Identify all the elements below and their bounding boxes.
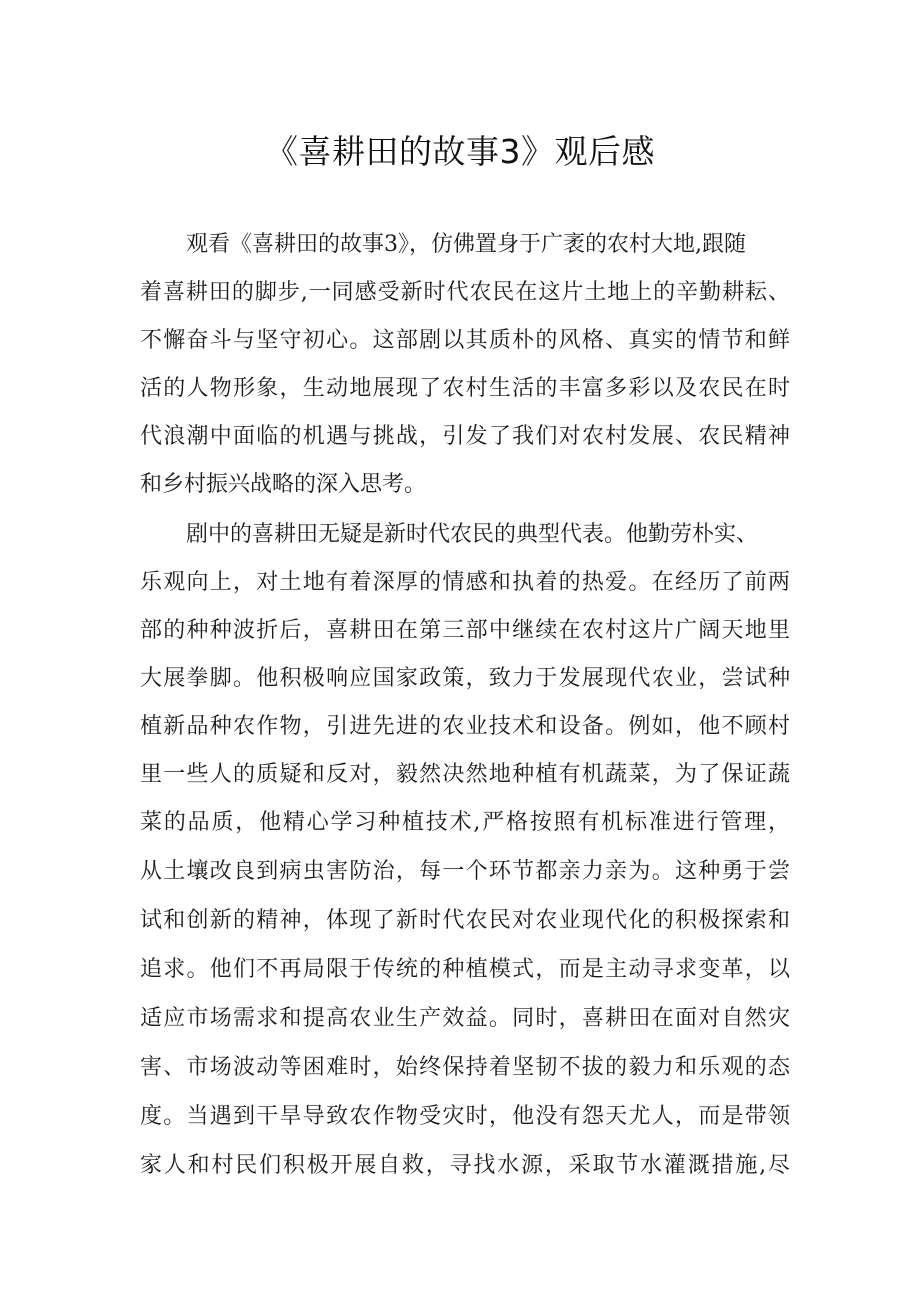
paragraph-line: 和乡村振兴战略的深入思考。 <box>140 472 427 497</box>
paragraph-line: 着喜耕田的脚步,一同感受新时代农民在这片土地上的辛勤耕耘、 <box>140 280 790 305</box>
paragraph-line: 适应市场需求和提高农业生产效益。同时，喜耕田在面对自然灾 <box>140 1006 790 1031</box>
paragraph-line: 菜的品质，他精心学习种植技术,严格按照有机标准进行管理， <box>140 810 790 835</box>
paragraph-line: 试和创新的精神，体现了新时代农民对农业现代化的积极探索和 <box>140 908 790 933</box>
paragraph-line: 度。当遇到干旱导致农作物受灾时，他没有怨天尤人，而是带领 <box>140 1104 790 1129</box>
paragraph-line: 从土壤改良到病虫害防治，每一个环节都亲力亲为。这种勇于尝 <box>140 859 790 884</box>
paragraph-line: 大展拳脚。他积极响应国家政策，致力于发展现代农业，尝试种 <box>140 666 790 691</box>
paragraph-line: 部的种种波折后，喜耕田在第三部中继续在农村这片广阔天地里 <box>140 618 790 643</box>
paragraph-line: 追求。他们不再局限于传统的种植模式，而是主动寻求变革，以 <box>140 957 790 982</box>
paragraph-line: 植新品种农作物，引进先进的农业技术和设备。例如，他不顾村 <box>140 714 790 739</box>
paragraph-line: 乐观向上，对土地有着深厚的情感和执着的热爱。在经历了前两 <box>140 570 790 595</box>
paragraph-line: 家人和村民们积极开展自救，寻找水源，采取节水灌溉措施,尽 <box>140 1153 790 1178</box>
paragraph-line: 剧中的喜耕田无疑是新时代农民的典型代表。他勤劳朴实、 <box>186 522 759 547</box>
paragraph-line: 里一些人的质疑和反对，毅然决然地种植有机蔬菜，为了保证蔬 <box>140 762 790 787</box>
paragraph-line: 观看《喜耕田的故事3》，仿佛置身于广袤的农村大地,跟随 <box>186 232 746 257</box>
paragraph-line: 活的人物形象，生动地展现了农村生活的丰富多彩以及农民在时 <box>140 376 790 401</box>
paragraph-line: 害、市场波动等困难时，始终保持着坚韧不拔的毅力和乐观的态 <box>140 1055 790 1080</box>
paragraph-line: 代浪潮中面临的机遇与挑战，引发了我们对农村发展、农民精神 <box>140 424 790 449</box>
paragraph-line: 不懈奋斗与坚守初心。这部剧以其质朴的风格、真实的情节和鲜 <box>140 328 790 353</box>
document-title: 《喜耕田的故事3》观后感 <box>265 132 655 171</box>
